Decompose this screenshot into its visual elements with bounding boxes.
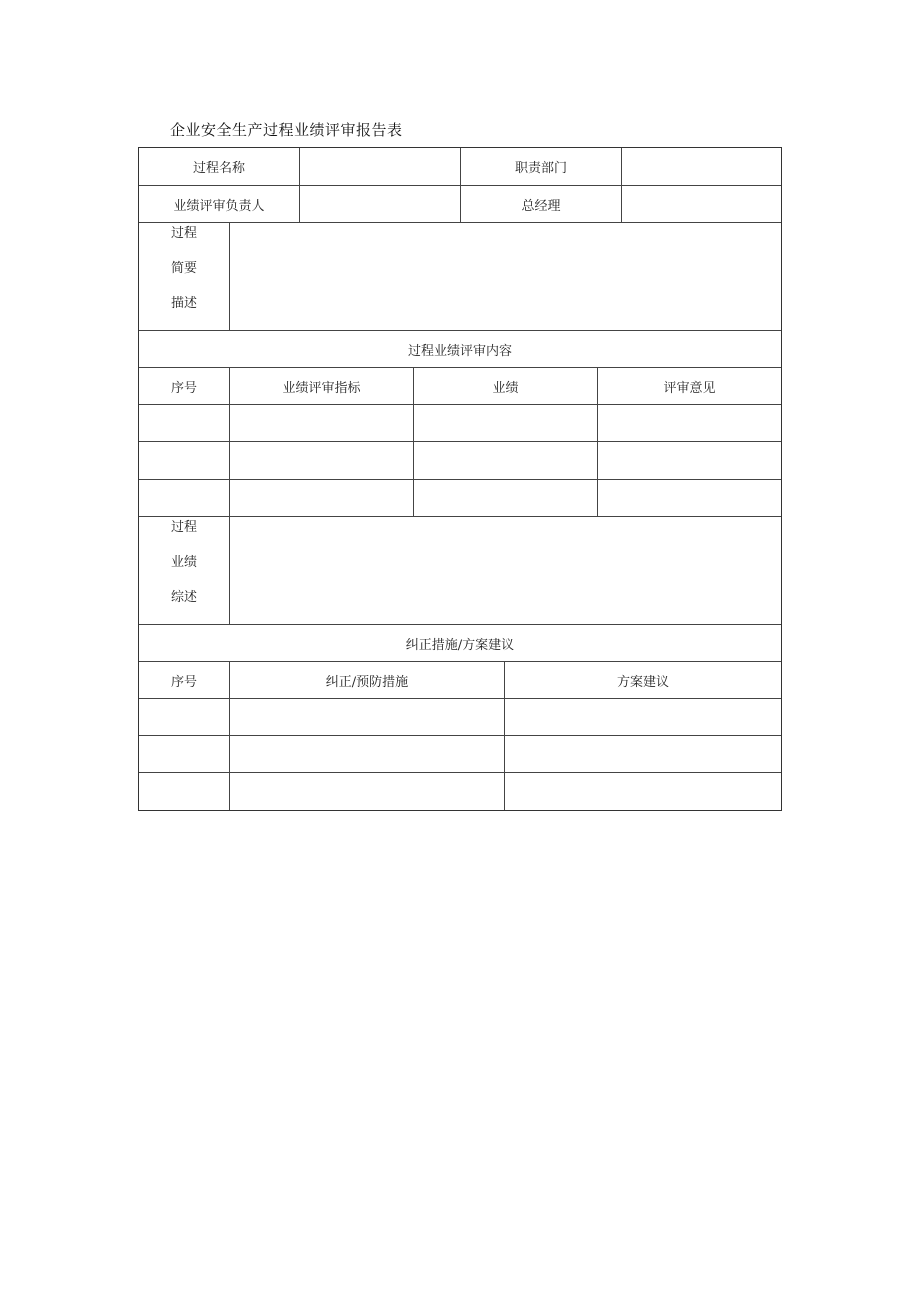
general-manager-label: 总经理 (461, 186, 622, 223)
corrective-row-index-cell[interactable] (139, 773, 230, 810)
reviewer-label: 业绩评审负责人 (139, 186, 300, 223)
process-description-label-line: 简要 (170, 261, 197, 276)
review-row-indicator-cell[interactable] (230, 480, 414, 517)
review-row-index-cell[interactable] (139, 405, 230, 442)
corrective-col-measure: 纠正/预防措施 (230, 662, 505, 699)
performance-summary-label-line: 综述 (170, 590, 197, 605)
process-description-field[interactable] (230, 223, 781, 331)
process-name-field[interactable] (300, 148, 461, 186)
review-row-opinion-cell[interactable] (598, 442, 781, 480)
performance-summary-label (139, 517, 230, 625)
review-row-indicator-cell[interactable] (230, 442, 414, 480)
corrective-row-suggestion-cell[interactable] (505, 736, 781, 773)
review-row-index-cell[interactable] (139, 480, 230, 517)
review-col-indicator: 业绩评审指标 (230, 368, 414, 405)
reviewer-field[interactable] (300, 186, 461, 223)
review-col-performance: 业绩 (414, 368, 598, 405)
corrective-row-suggestion-cell[interactable] (505, 773, 781, 810)
review-row-index-cell[interactable] (139, 442, 230, 480)
process-description-label-line: 过程 (170, 226, 197, 241)
performance-summary-label-line: 业绩 (170, 555, 197, 570)
corrective-row-suggestion-cell[interactable] (505, 699, 781, 736)
general-manager-field[interactable] (622, 186, 781, 223)
corrective-row-measure-cell[interactable] (230, 699, 505, 736)
review-row-indicator-cell[interactable] (230, 405, 414, 442)
department-label: 职责部门 (461, 148, 622, 186)
corrective-row-measure-cell[interactable] (230, 736, 505, 773)
review-report-table (138, 147, 782, 811)
process-name-label: 过程名称 (139, 148, 300, 186)
review-row-performance-cell[interactable] (414, 480, 598, 517)
review-col-opinion: 评审意见 (598, 368, 781, 405)
corrective-col-index: 序号 (139, 662, 230, 699)
department-field[interactable] (622, 148, 781, 186)
performance-summary-label-line: 过程 (170, 520, 197, 535)
review-row-opinion-cell[interactable] (598, 405, 781, 442)
review-section-title: 过程业绩评审内容 (139, 331, 781, 368)
corrective-row-measure-cell[interactable] (230, 773, 505, 810)
corrective-row-index-cell[interactable] (139, 699, 230, 736)
document-title: 企业安全生产过程业绩评审报告表 (170, 121, 403, 139)
review-row-performance-cell[interactable] (414, 405, 598, 442)
review-row-performance-cell[interactable] (414, 442, 598, 480)
performance-summary-field[interactable] (230, 517, 781, 625)
corrective-row-index-cell[interactable] (139, 736, 230, 773)
process-description-label (139, 223, 230, 331)
process-description-label-line: 描述 (170, 296, 197, 311)
review-col-index: 序号 (139, 368, 230, 405)
corrective-section-title: 纠正措施/方案建议 (139, 625, 781, 662)
review-row-opinion-cell[interactable] (598, 480, 781, 517)
corrective-col-suggestion: 方案建议 (505, 662, 781, 699)
